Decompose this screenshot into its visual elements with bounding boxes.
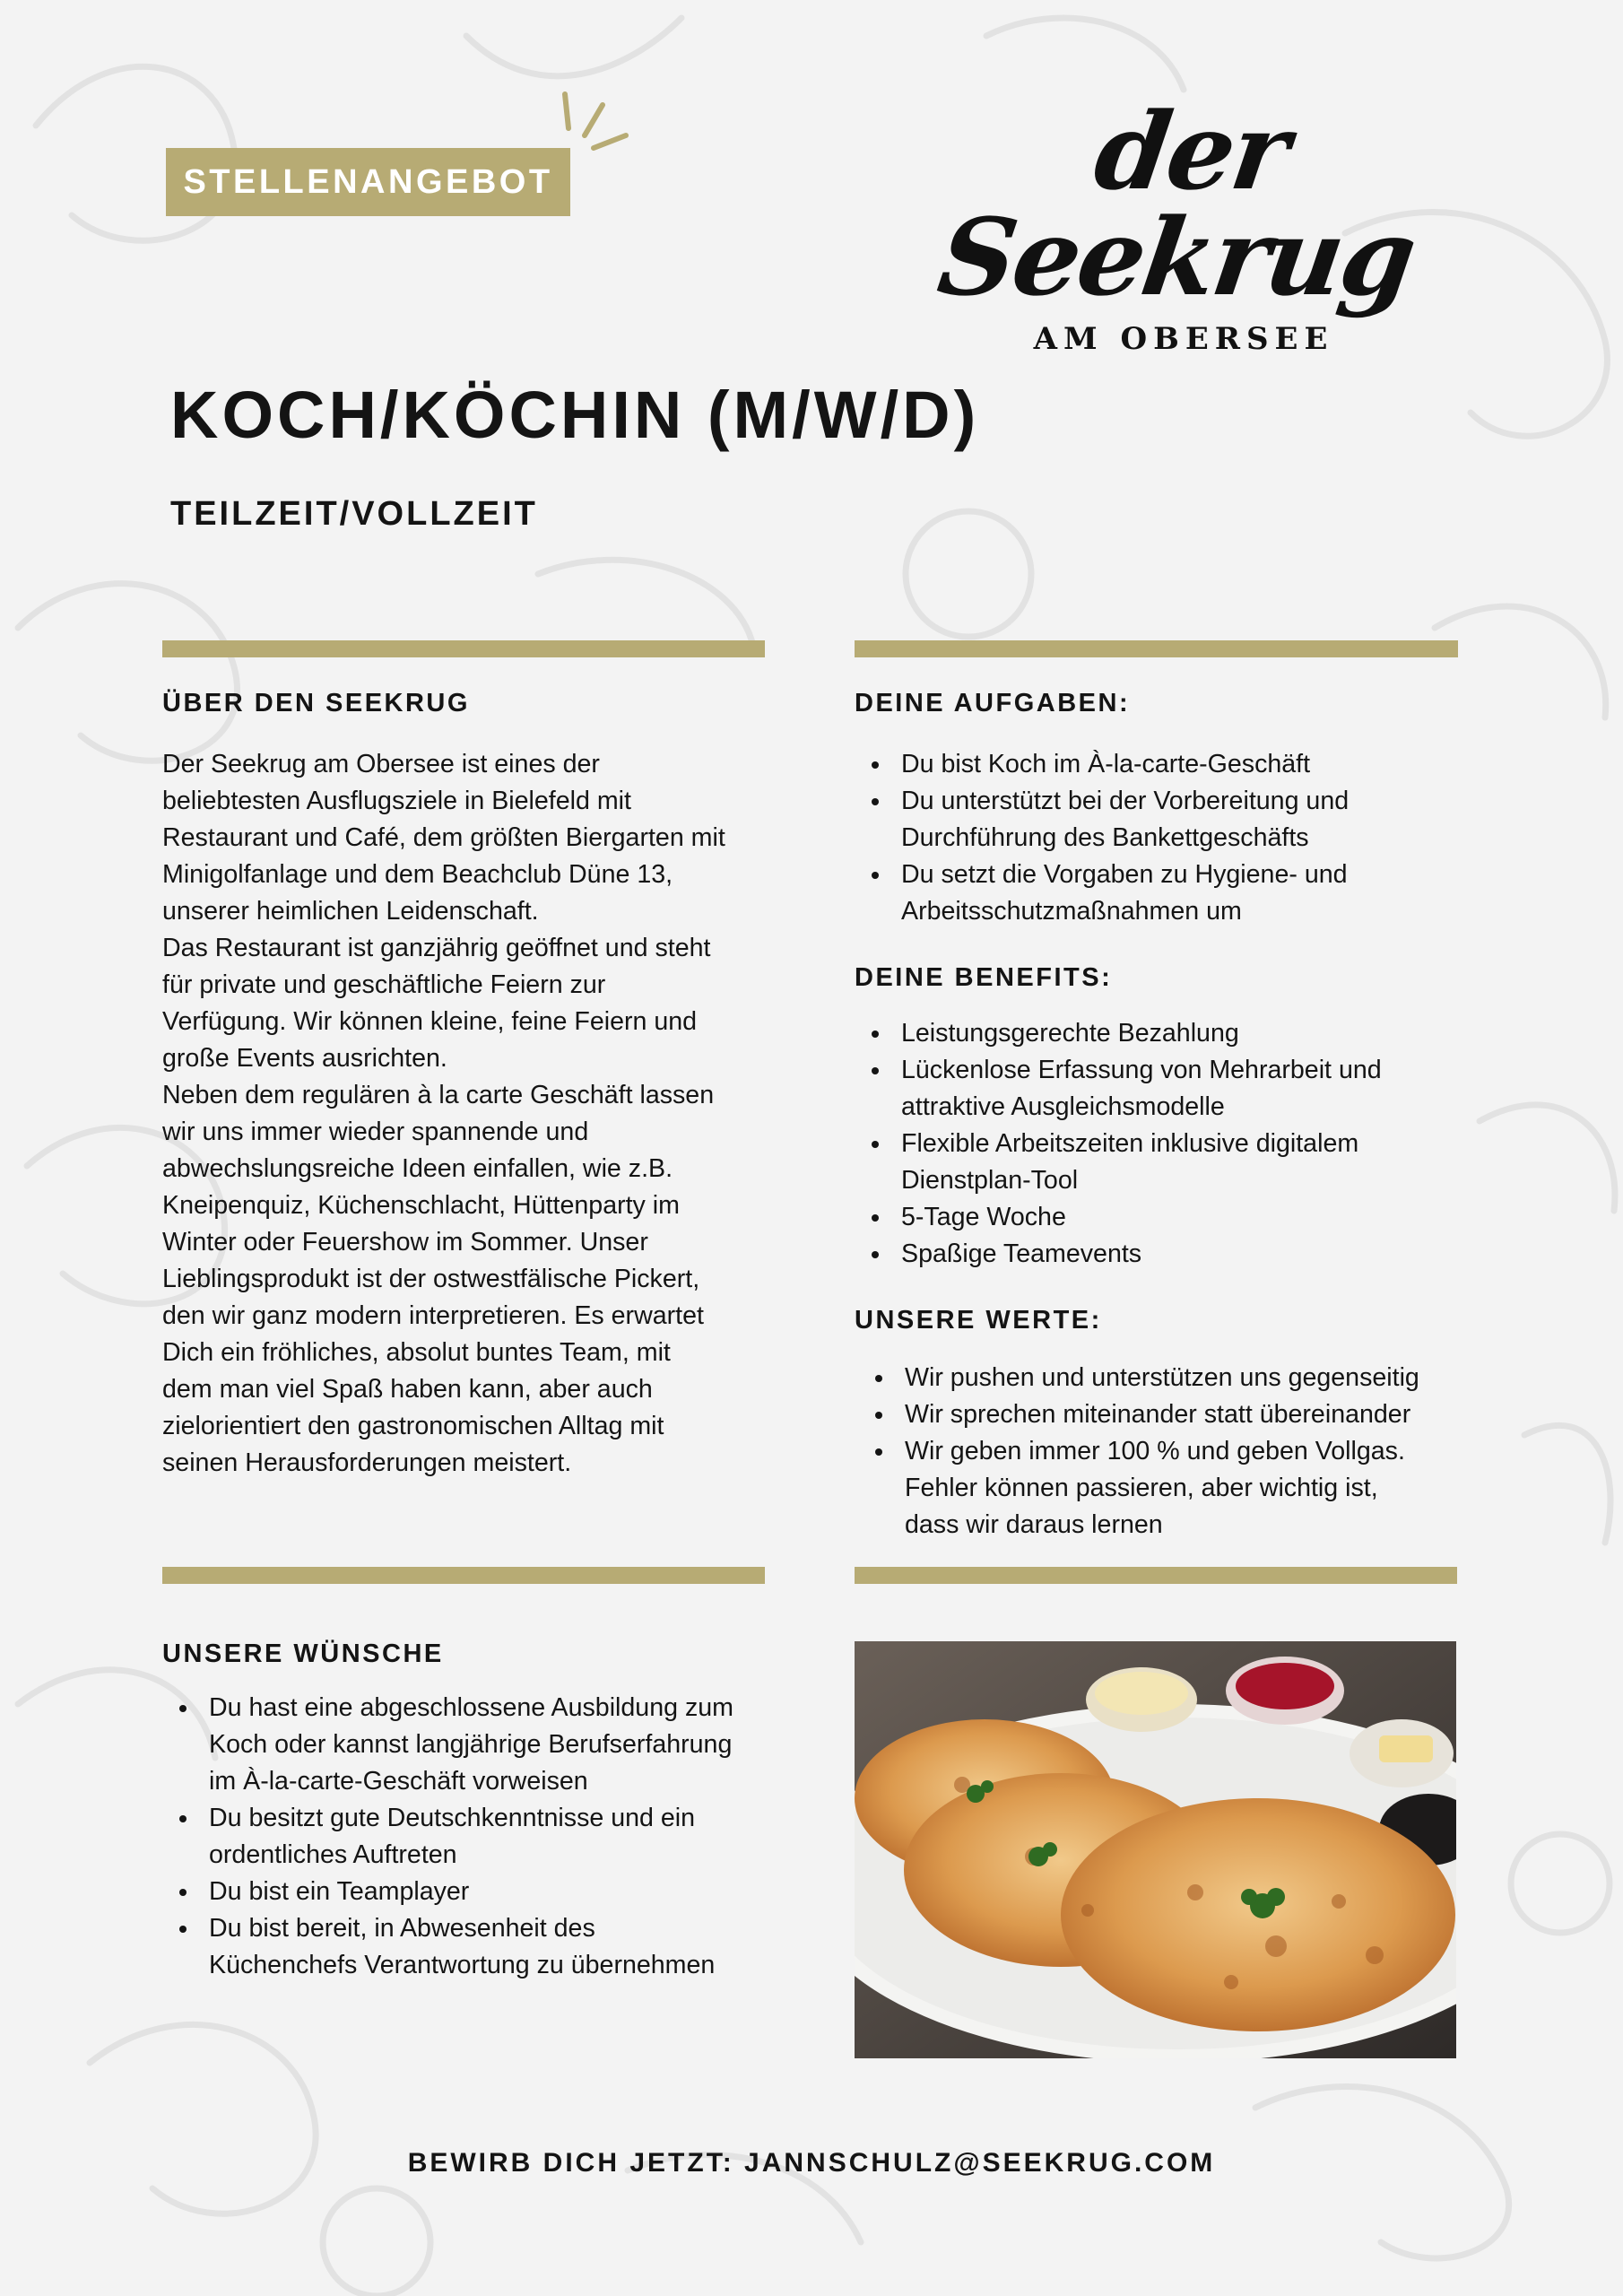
- job-offer-badge: STELLENANGEBOT: [166, 148, 570, 216]
- value-item-line: Wir pushen und unterstützen uns gegenseitig: [905, 1363, 1419, 1392]
- about-text-line: abwechslungsreiche Ideen einfallen, wie z.B.: [162, 1154, 673, 1183]
- values-heading: UNSERE WERTE:: [855, 1306, 1102, 1335]
- value-item-line: dass wir daraus lernen: [905, 1510, 1163, 1539]
- divider-bar: [162, 640, 765, 657]
- wishes-list: [162, 1690, 781, 1984]
- value-item: [858, 1360, 1468, 1396]
- wish-item-line: Du hast eine abgeschlossene Ausbildung zum: [209, 1693, 733, 1722]
- wish-item-line: ordentliches Auftreten: [209, 1840, 457, 1869]
- job-title: KOCH/KÖCHIN (M/W/D): [170, 378, 980, 452]
- value-item-line: Wir geben immer 100 % und geben Vollgas.: [905, 1437, 1405, 1465]
- benefit-item: [855, 1052, 1464, 1126]
- about-heading: ÜBER DEN SEEKRUG: [162, 689, 470, 718]
- logo-wordmark: der Seekrug: [931, 89, 1421, 319]
- wish-item-line: Du bist bereit, in Abwesenheit des: [209, 1914, 595, 1943]
- task-item-line: Du setzt die Vorgaben zu Hygiene- und: [901, 860, 1348, 889]
- wish-item-line: Du besitzt gute Deutschkenntnisse und ein: [209, 1804, 696, 1832]
- about-text-line: zielorientiert den gastronomischen Alltag mit: [162, 1412, 664, 1440]
- about-text-line: wir uns immer wieder spannende und: [162, 1118, 589, 1146]
- task-item: [855, 857, 1464, 930]
- wishes-heading: UNSERE WÜNSCHE: [162, 1639, 444, 1668]
- benefits-list: [855, 1015, 1464, 1273]
- task-item-line: Du bist Koch im À-la-carte-Geschäft: [901, 750, 1311, 778]
- divider-bar: [855, 640, 1458, 657]
- about-text-line: Minigolfanlage und dem Beachclub Düne 13,: [162, 860, 673, 889]
- value-item: [858, 1396, 1468, 1433]
- about-text-line: Winter oder Feuershow im Sommer. Unser: [162, 1228, 648, 1257]
- sparkle-accent-icon: [547, 85, 632, 166]
- divider-bar: [162, 1567, 765, 1584]
- wish-item: [162, 1800, 781, 1874]
- wish-item-line: Du bist ein Teamplayer: [209, 1877, 470, 1906]
- potato-pancakes-photo: [855, 1641, 1456, 2058]
- about-text-line: Der Seekrug am Obersee ist eines der: [162, 750, 600, 778]
- task-item-line: Arbeitsschutzmaßnahmen um: [901, 897, 1242, 926]
- about-text-line: Verfügung. Wir können kleine, feine Feiern und: [162, 1007, 698, 1036]
- benefit-item-line: attraktive Ausgleichsmodelle: [901, 1092, 1225, 1121]
- benefit-item-line: Dienstplan-Tool: [901, 1166, 1079, 1195]
- benefit-item: [855, 1126, 1464, 1199]
- benefit-item: [855, 1199, 1464, 1236]
- divider-bar: [855, 1567, 1457, 1584]
- logo-subline: AM OBERSEE: [1033, 321, 1334, 357]
- benefit-item-line: Flexible Arbeitszeiten inklusive digitalem: [901, 1129, 1359, 1158]
- about-text-line: unserer heimlichen Leidenschaft.: [162, 897, 539, 926]
- apply-call-to-action: BEWIRB DICH JETZT: JANNSCHULZ@SEEKRUG.COM: [407, 2148, 1216, 2178]
- benefit-item-line: Leistungsgerechte Bezahlung: [901, 1019, 1239, 1048]
- wish-item-line: Küchenchefs Verantwortung zu übernehmen: [209, 1951, 716, 1979]
- task-item: [855, 783, 1464, 857]
- value-item-line: Wir sprechen miteinander statt übereinander: [905, 1400, 1411, 1429]
- wish-item: [162, 1690, 781, 1800]
- about-text-line: Dich ein fröhliches, absolut buntes Team, mit: [162, 1338, 671, 1367]
- wish-item: [162, 1910, 781, 1984]
- value-item-line: Fehler können passieren, aber wichtig ist,: [905, 1474, 1378, 1502]
- about-text-line: Restaurant und Café, dem größten Biergarten mit: [162, 823, 725, 852]
- about-text: [162, 746, 772, 1482]
- about-text-line: Das Restaurant ist ganzjährig geöffnet und steht: [162, 934, 711, 962]
- wish-item: [162, 1874, 781, 1910]
- about-text-line: Neben dem regulären à la carte Geschäft lassen: [162, 1081, 715, 1109]
- benefit-item: [855, 1015, 1464, 1052]
- benefits-heading: DEINE BENEFITS:: [855, 963, 1113, 992]
- task-item: [855, 746, 1464, 783]
- about-text-line: große Events ausrichten.: [162, 1044, 447, 1073]
- task-item-line: Du unterstützt bei der Vorbereitung und: [901, 787, 1350, 815]
- tasks-heading: DEINE AUFGABEN:: [855, 689, 1131, 718]
- seekrug-logo: [901, 89, 1466, 357]
- about-text-line: Lieblingsprodukt ist der ostwestfälische Pickert,: [162, 1265, 700, 1293]
- benefit-item-line: Spaßige Teamevents: [901, 1239, 1142, 1268]
- benefit-item-line: 5-Tage Woche: [901, 1203, 1066, 1231]
- tasks-list: [855, 746, 1464, 930]
- job-subtitle: TEILZEIT/VOLLZEIT: [170, 495, 538, 533]
- task-item-line: Durchführung des Bankettgeschäfts: [901, 823, 1309, 852]
- wish-item-line: Koch oder kannst langjährige Berufserfahrung: [209, 1730, 733, 1759]
- about-text-line: beliebtesten Ausflugsziele in Bielefeld mit: [162, 787, 631, 815]
- value-item: [858, 1433, 1468, 1544]
- wish-item-line: im À-la-carte-Geschäft vorweisen: [209, 1767, 588, 1796]
- about-text-line: dem man viel Spaß haben kann, aber auch: [162, 1375, 653, 1404]
- about-text-line: für private und geschäftliche Feiern zur: [162, 970, 606, 999]
- benefit-item-line: Lückenlose Erfassung von Mehrarbeit und: [901, 1056, 1382, 1084]
- benefit-item: [855, 1236, 1464, 1273]
- values-list: [858, 1360, 1468, 1544]
- about-text-line: Kneipenquiz, Küchenschlacht, Hüttenparty im: [162, 1191, 680, 1220]
- about-text-line: seinen Herausforderungen meistert.: [162, 1448, 572, 1477]
- about-text-line: den wir ganz modern interpretieren. Es erwartet: [162, 1301, 704, 1330]
